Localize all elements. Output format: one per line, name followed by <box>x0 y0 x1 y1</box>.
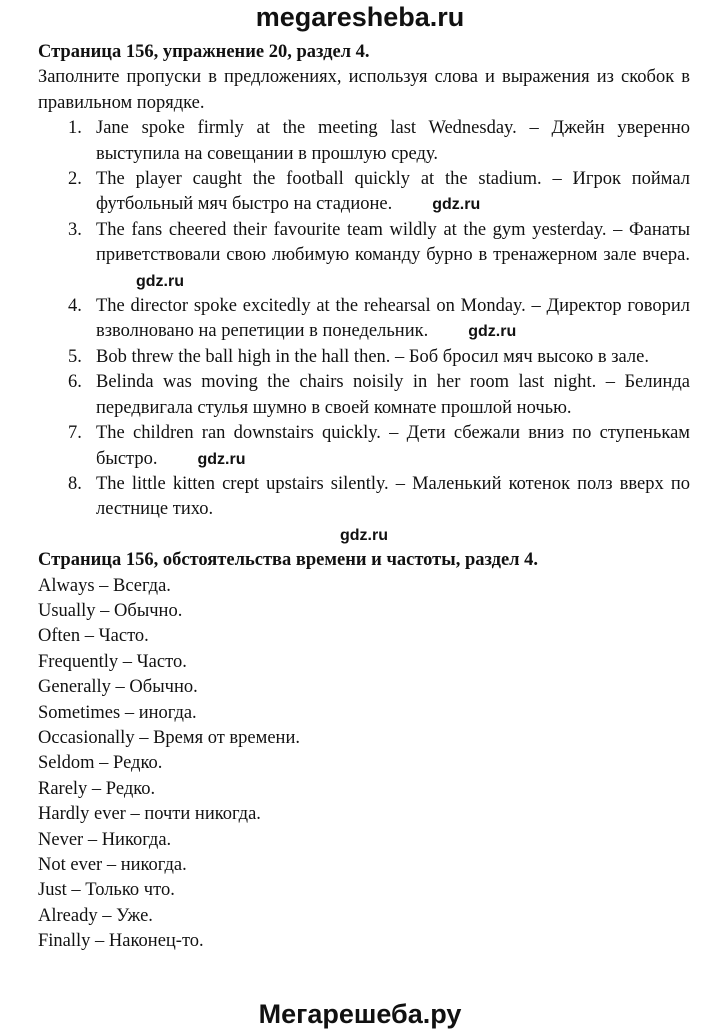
adverb-item: Never – Никогда. <box>38 829 172 850</box>
exercise-item <box>38 472 690 523</box>
document-body <box>38 40 690 955</box>
item-number: 2. <box>68 169 82 190</box>
item-number: 5. <box>68 346 82 367</box>
watermark: gdz.ru <box>136 272 184 290</box>
item-number: 6. <box>68 372 82 393</box>
adverb-item: Not ever – никогда. <box>38 854 187 875</box>
site-footer: Мегарешеба.ру <box>258 999 462 1029</box>
exercise-item <box>38 167 690 218</box>
adverb-item: Generally – Обычно. <box>38 677 198 698</box>
site-header: megaresheba.ru <box>255 2 465 32</box>
item-number: 7. <box>68 423 82 444</box>
adverb-item: Sometimes – иногда. <box>38 702 197 723</box>
item-text: The player caught the football quickly at the stadium. – Игрок поймал футбольный мяч быстро на стадионе. <box>96 169 690 215</box>
exercise-item <box>38 218 690 294</box>
watermark: gdz.ru <box>340 526 388 544</box>
adverb-item: Occasionally – Время от времени. <box>38 727 300 748</box>
section1-title: Страница 156, упражнение 20, раздел 4. <box>38 42 370 62</box>
section2-title: Страница 156, обстоятельства времени и частоты, раздел 4. <box>38 550 539 571</box>
exercise-item <box>38 370 690 421</box>
adverb-item: Hardly ever – почти никогда. <box>38 804 261 825</box>
adverb-item: Finally – Наконец-то. <box>38 931 204 952</box>
exercise-list <box>38 116 690 523</box>
adverb-item: Frequently – Часто. <box>38 651 187 672</box>
item-number: 4. <box>68 296 82 317</box>
item-text: The director spoke excitedly at the rehearsal on Monday. – Директор говорил взволновано на репетиции в понедельник. <box>96 296 690 342</box>
section1-instruction: Заполните пропуски в предложениях, используя слова и выражения из скобок в правильном порядке. <box>38 67 690 113</box>
item-text: Bob threw the ball high in the hall then. – Боб бросил мяч высоко в зале. <box>96 346 649 367</box>
adverb-item: Often – Часто. <box>38 626 149 647</box>
watermark: gdz.ru <box>468 323 517 341</box>
item-text: The children ran downstairs quickly. – Дети сбежали вниз по ступенькам быстро. <box>96 423 690 469</box>
watermark: gdz.ru <box>432 196 481 214</box>
item-number: 1. <box>68 118 82 139</box>
adverb-list <box>38 574 690 955</box>
adverb-item: Already – Уже. <box>38 905 153 926</box>
exercise-item <box>38 345 690 370</box>
item-text: Belinda was moving the chairs noisily in her room last night. – Белинда передвигала стулья шумно в своей комнате прошлой ночью. <box>96 372 690 418</box>
watermark: gdz.ru <box>197 450 246 468</box>
adverb-item: Just – Только что. <box>38 880 175 901</box>
exercise-item <box>38 294 690 345</box>
adverb-item: Rarely – Редко. <box>38 778 156 799</box>
adverb-item: Usually – Обычно. <box>38 600 183 621</box>
exercise-item <box>38 421 690 472</box>
exercise-item <box>38 116 690 167</box>
adverb-item: Always – Всегда. <box>38 575 171 596</box>
item-text: The little kitten crept upstairs silently. – Маленький котенок полз вверх по лестнице тихо. <box>96 473 690 520</box>
adverb-item: Seldom – Редко. <box>38 753 163 774</box>
item-number: 8. <box>68 473 82 494</box>
item-text: The fans cheered their favourite team wildly at the gym yesterday. – Фанаты приветствовали свою любимую команду бурно в тренажерном зале вчера. <box>96 219 690 266</box>
item-text: Jane spoke firmly at the meeting last Wednesday. – Джейн уверенно выступила на совещании в прошлую среду. <box>96 118 690 164</box>
item-number: 3. <box>68 219 82 240</box>
